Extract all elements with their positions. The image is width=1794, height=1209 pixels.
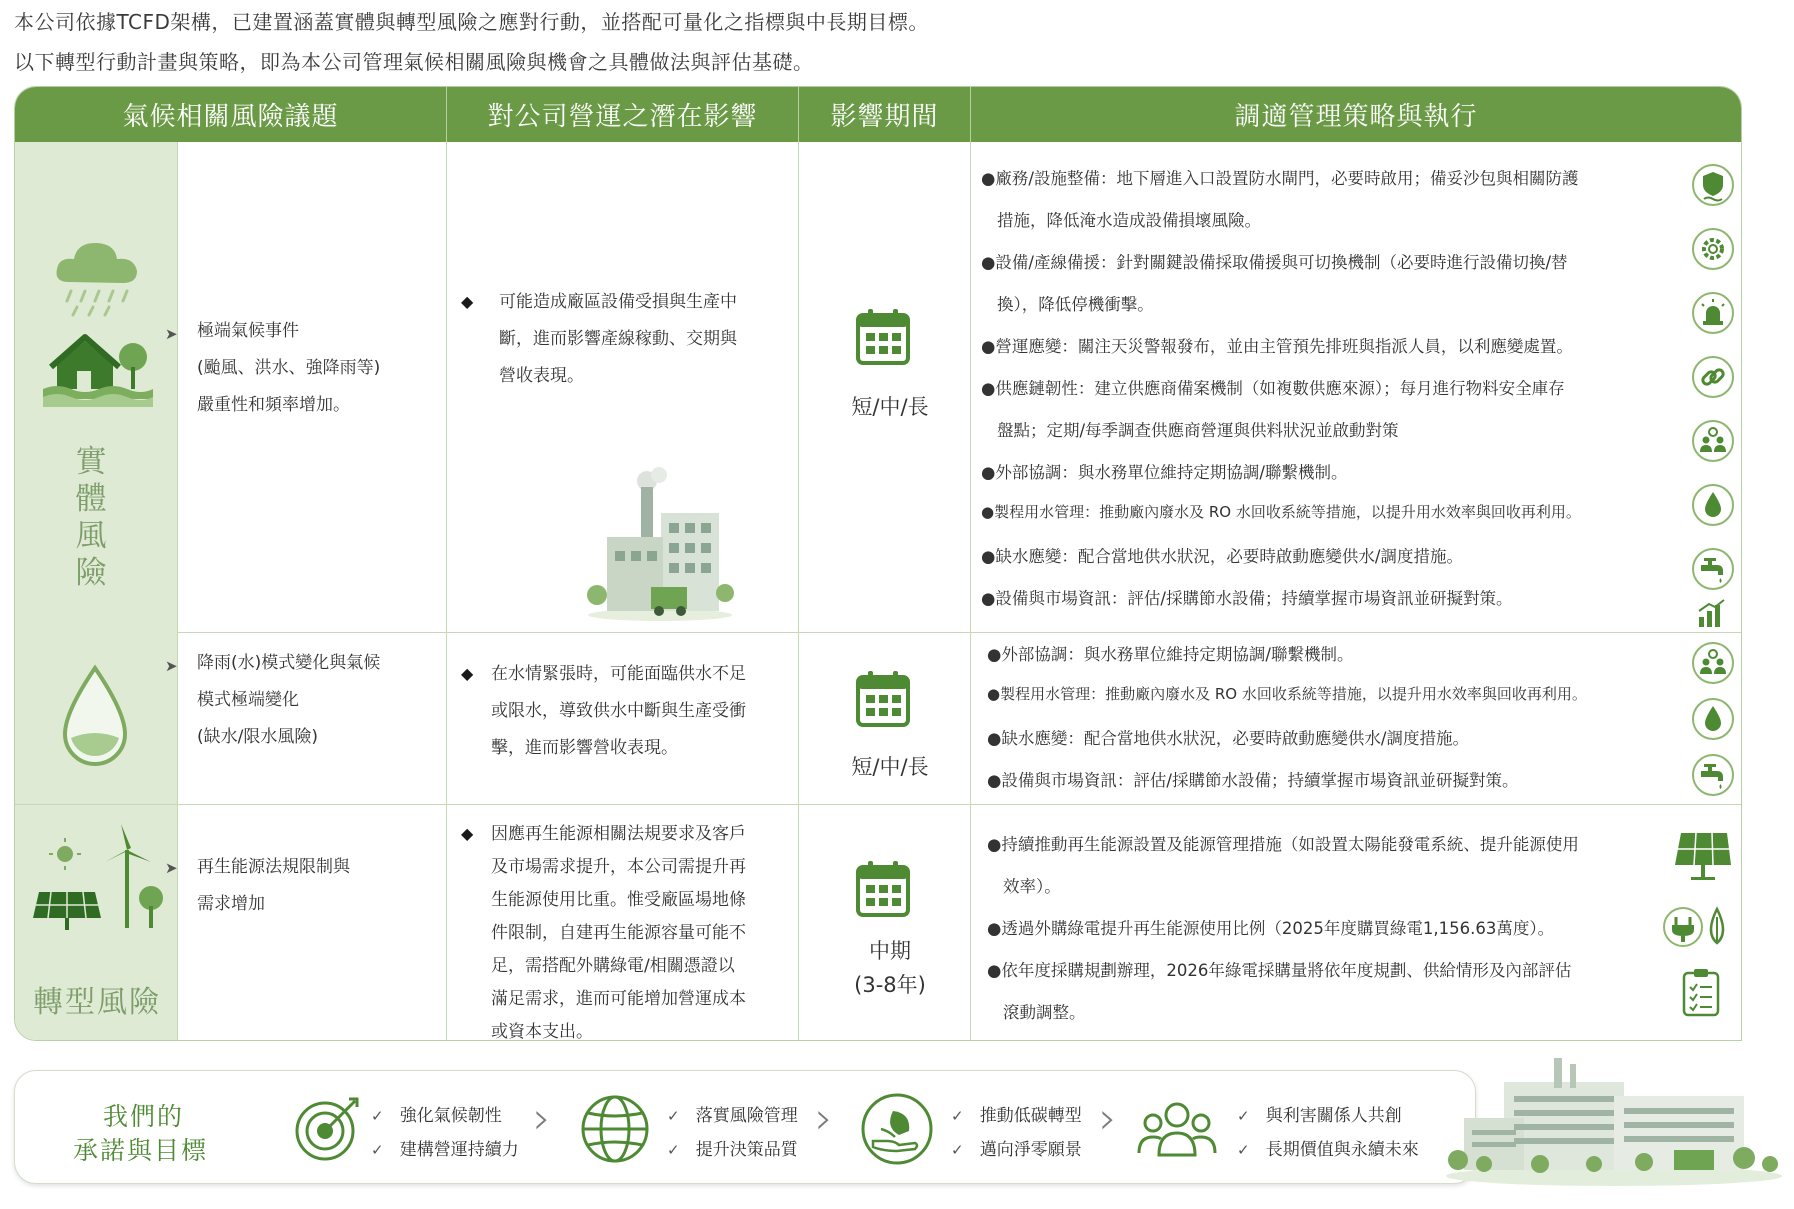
strategy-line: ●供應鏈韌性：建立供應商備案機制（如複數供應來源）；每月進行物料安全庫存 [981, 379, 1565, 398]
impact-line: 營收表現。 [499, 366, 584, 386]
check-icon: ✓ [371, 1107, 384, 1125]
check-icon: ✓ [667, 1107, 680, 1125]
strategy-line: ●營運應變：關注天災警報發布，並由主管預先排班與指派人員，以利應變處置。 [981, 337, 1573, 356]
impact-line: 足，需搭配外購綠電/相關憑證以 [491, 956, 735, 976]
strategy-line: 效率）。 [1003, 877, 1061, 896]
strategy-line: 盤點；定期/每季調查供應商營運與供料狀況並啟動對策 [997, 421, 1399, 440]
commitment-item-text: 與利害關係人共創 [1265, 1106, 1402, 1126]
header-period: 影響期間 [799, 87, 970, 142]
strategy-line: ●設備/產線備援：針對關鍵設備採取備援與可切換機制（必要時進行設備切換/替 [981, 253, 1568, 272]
header-risk-issue: 氣候相關風險議題 [15, 87, 446, 142]
commitment-item-text: 強化氣候韌性 [399, 1106, 502, 1126]
shield-water-icon [1691, 163, 1735, 207]
issue-renewable-regulation [197, 849, 350, 923]
intro-line-1: 本公司依據TCFD架構，已建置涵蓋實體與轉型風險之應對行動，並搭配可量化之指標與中長期目標。 [14, 10, 929, 34]
commitment-title-line-2: 承諾與目標 [73, 1136, 209, 1165]
calendar-icon [855, 669, 911, 729]
commitment-item-text: 邁向淨零願景 [979, 1140, 1082, 1160]
vertical-label-char: 風 [75, 518, 107, 554]
header-impact: 對公司營運之潛在影響 [447, 87, 798, 142]
impact-line: 或限水，導致供水中斷與生產受衝 [491, 701, 746, 721]
issue-line: 極端氣候事件 [197, 321, 299, 341]
vertical-label-char: 實 [75, 444, 107, 480]
header-strategy: 調適管理策略與執行 [971, 87, 1741, 142]
chevron-right-icon: › [815, 1093, 833, 1144]
strategy-line: ●製程用水管理：推動廠內廢水及 RO 水回收系統等措施，以提升用水效率與回收再利用。 [987, 685, 1587, 703]
row-arrow-icon: ➤ [165, 325, 178, 343]
commitment-item-text: 推動低碳轉型 [979, 1106, 1082, 1126]
solar-wind-icon [31, 822, 166, 937]
faucet-icon [1691, 753, 1735, 797]
period-row-3-range: (3-8年) [854, 973, 926, 997]
period-row-2: 短/中/長 [851, 755, 929, 779]
commitment-title-line-1: 我們的 [103, 1102, 185, 1131]
strategy-line: ●持續推動再生能源設置及能源管理措施（如設置太陽能發電系統、提升能源使用 [987, 835, 1579, 854]
check-icon: ✓ [951, 1141, 964, 1159]
rain-cloud-icon [49, 227, 149, 317]
commitment-item [951, 1101, 1082, 1126]
diamond-bullet-icon: ◆ [461, 824, 474, 843]
impact-line: 及市場需求提升，本公司需提升再 [491, 857, 746, 877]
diamond-bullet-icon: ◆ [461, 292, 474, 311]
intro-line-2: 以下轉型行動計畫與策略，即為本公司管理氣候相關風險與機會之具體做法與評估基礎。 [14, 50, 814, 74]
impact-line: 可能造成廠區設備受損與生產中 [499, 292, 737, 312]
flooded-house-icon [43, 327, 153, 407]
issue-line: 再生能源法規限制與 [197, 857, 350, 877]
bar-growth-icon [1697, 599, 1727, 627]
leaf-hand-icon [859, 1091, 935, 1167]
strategy-line: 換），降低停機衝擊。 [997, 295, 1154, 314]
issue-rainfall-change [197, 645, 380, 756]
check-icon: ✓ [667, 1141, 680, 1159]
solar-panel-icon [1673, 829, 1733, 883]
factory-illustration-icon [585, 467, 735, 622]
check-icon: ✓ [371, 1141, 384, 1159]
strategy-line: ●缺水應變：配合當地供水狀況，必要時啟動應變供水/調度措施。 [981, 547, 1463, 566]
people-icon [1691, 641, 1735, 685]
water-drop-icon [55, 662, 135, 772]
row-arrow-icon: ➤ [165, 859, 178, 877]
grid-line [798, 142, 799, 1040]
commitment-item [1237, 1101, 1402, 1126]
issue-line: (缺水/限水風險) [197, 727, 318, 747]
strategy-line: ●設備與市場資訊：評估/採購節水設備；持續掌握市場資訊並研擬對策。 [987, 771, 1519, 790]
issue-line: (颱風、洪水、強降雨等) [197, 358, 381, 378]
strategy-line: ●依年度採購規劃辦理，2026年綠電採購量將依年度規劃、供給情形及內部評估 [987, 961, 1572, 980]
commitment-item [667, 1135, 798, 1160]
impact-line: 件限制，自建再生能源容量可能不 [491, 923, 746, 943]
commitment-item-text: 提升決策品質 [695, 1140, 798, 1160]
physical-risk-label [71, 444, 111, 592]
grid-line [177, 142, 178, 1040]
issue-line: 模式極端變化 [197, 690, 299, 710]
campus-illustration-icon [1444, 1052, 1784, 1187]
impact-line: 滿足需求，進而可能增加營運成本 [491, 989, 746, 1009]
impact-line: 因應再生能源相關法規要求及客戶 [491, 824, 746, 844]
strategy-line: ●廠務/設施整備：地下層進入口設置防水閘門，必要時啟用；備妥沙包與相關防護 [981, 169, 1579, 188]
globe-icon [579, 1093, 651, 1165]
issue-line: 嚴重性和頻率增加。 [197, 395, 350, 415]
check-icon: ✓ [951, 1107, 964, 1125]
target-icon [291, 1093, 363, 1165]
chevron-right-icon: › [1099, 1093, 1117, 1144]
gear-icon [1691, 227, 1735, 271]
commitment-item [667, 1101, 798, 1126]
vertical-label-char: 險 [75, 555, 107, 591]
calendar-icon [855, 859, 911, 919]
climate-risk-table [14, 86, 1742, 1041]
strategy-line: 滾動調整。 [1003, 1003, 1086, 1022]
strategy-line: ●外部協調：與水務單位維持定期協調/聯繫機制。 [987, 645, 1354, 664]
transition-risk-label: 轉型風險 [33, 985, 161, 1020]
strategy-line: ●缺水應變：配合當地供水狀況，必要時啟動應變供水/調度措施。 [987, 729, 1469, 748]
strategy-line: ●製程用水管理：推動廠內廢水及 RO 水回收系統等措施，以提升用水效率與回收再利用。 [981, 503, 1581, 521]
impact-line: 生能源使用比重。惟受廠區場地條 [491, 890, 746, 910]
checklist-icon [1681, 967, 1721, 1017]
grid-line [177, 632, 1741, 633]
commitment-item [1237, 1135, 1419, 1160]
commitment-item-text: 落實風險管理 [695, 1106, 798, 1126]
period-row-1: 短/中/長 [851, 395, 929, 419]
issue-extreme-weather [197, 313, 380, 424]
strategy-line: ●外部協調：與水務單位維持定期協調/聯繫機制。 [981, 463, 1348, 482]
check-icon: ✓ [1237, 1141, 1250, 1159]
commitment-item [371, 1101, 502, 1126]
faucet-icon [1691, 547, 1735, 591]
impact-line: 擊，進而影響營收表現。 [491, 738, 678, 758]
strategy-line: 措施，降低淹水造成設備損壞風險。 [997, 211, 1261, 230]
diamond-bullet-icon: ◆ [461, 664, 474, 683]
period-row-3-label: 中期 [869, 939, 911, 963]
chevron-right-icon: › [533, 1093, 551, 1144]
grid-line [15, 804, 1741, 805]
impact-line: 或資本支出。 [491, 1022, 593, 1041]
issue-line: 需求增加 [197, 894, 265, 914]
droplet-icon [1691, 483, 1735, 527]
people-group-icon [1135, 1097, 1219, 1161]
grid-line [970, 142, 971, 1040]
droplet-icon [1691, 697, 1735, 741]
row-arrow-icon: ➤ [165, 657, 178, 675]
commitment-item [951, 1135, 1082, 1160]
strategy-line: ●設備與市場資訊：評估/採購節水設備；持續掌握市場資訊並研擬對策。 [981, 589, 1513, 608]
check-icon: ✓ [1237, 1107, 1250, 1125]
impact-line: 斷，進而影響產線稼動、交期與 [499, 329, 737, 349]
alarm-icon [1691, 291, 1735, 335]
grid-line [446, 142, 447, 1040]
commitment-item-text: 長期價值與永續未來 [1265, 1140, 1419, 1160]
impact-line: 在水情緊張時，可能面臨供水不足 [491, 664, 746, 684]
vertical-label-char: 體 [75, 481, 107, 517]
calendar-icon [855, 307, 911, 367]
commitment-banner [14, 1070, 1476, 1184]
plug-leaf-icon [1661, 903, 1741, 949]
commitment-item-text: 建構營運持續力 [399, 1140, 519, 1160]
link-chain-icon [1691, 355, 1735, 399]
strategy-line: ●透過外購綠電提升再生能源使用比例（2025年度購買綠電1,156.63萬度）。 [987, 919, 1555, 938]
commitment-item [371, 1135, 519, 1160]
issue-line: 降雨(水)模式變化與氣候 [197, 653, 381, 673]
people-icon [1691, 419, 1735, 463]
